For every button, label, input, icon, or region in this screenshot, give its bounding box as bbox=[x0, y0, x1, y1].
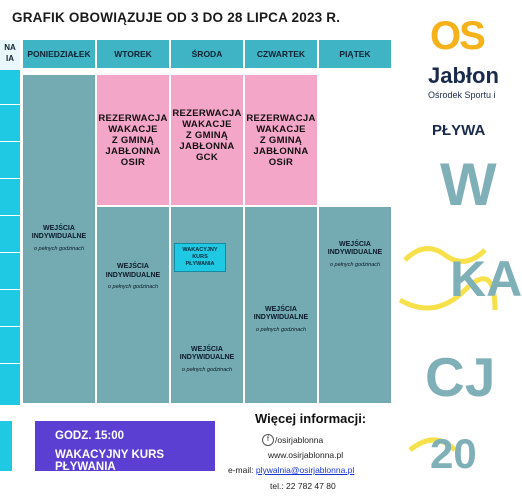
individual-label: WEJŚCIA INDYWIDUALNE bbox=[31, 224, 87, 241]
pool-heading: PŁYWA bbox=[432, 122, 486, 139]
header-cut-text: NA IA bbox=[4, 43, 16, 63]
left-divider bbox=[0, 363, 20, 364]
left-divider bbox=[0, 178, 20, 179]
email-link[interactable]: plywalnia@osirjablonna.pl bbox=[255, 465, 355, 475]
phone-text: tel.: 22 782 47 80 bbox=[270, 481, 336, 491]
info-title: Więcej informacji: bbox=[255, 411, 367, 426]
header-friday: PIĄTEK bbox=[319, 40, 391, 68]
thursday-reservation-block bbox=[245, 75, 317, 205]
individual-note: o pełnych godzinach bbox=[329, 261, 381, 268]
banner-time: GODZ. 15:00 bbox=[55, 430, 125, 442]
individual-label: WEJŚCIA INDYWIDUALNE bbox=[253, 305, 309, 322]
individual-note: o pełnych godzinach bbox=[181, 366, 233, 373]
individual-note: o pełnych godzinach bbox=[33, 245, 85, 252]
thursday-individual-block bbox=[245, 207, 317, 403]
banner-text: WAKACYJNY KURS PŁYWANIA bbox=[55, 449, 165, 473]
tuesday-individual-block bbox=[97, 207, 169, 403]
decor-letters: CJ bbox=[425, 346, 496, 408]
reservation-label: REZERWACJA WAKACJE Z GMINĄ JABŁONNA GCK bbox=[172, 107, 242, 163]
facebook-icon[interactable]: f bbox=[262, 434, 274, 446]
friday-individual-block bbox=[319, 207, 391, 403]
wednesday-reservation-block bbox=[171, 75, 243, 205]
individual-label: WEJŚCIA INDYWIDUALNE bbox=[105, 263, 161, 279]
decor-letter: W bbox=[440, 151, 497, 218]
individual-note: o pełnych godzinach bbox=[255, 326, 307, 333]
header-thursday: CZWARTEK bbox=[245, 40, 317, 68]
email-label: e-mail: bbox=[228, 465, 254, 475]
wednesday-individual-block bbox=[171, 207, 243, 403]
header-cut-label bbox=[0, 40, 20, 70]
tuesday-reservation-block bbox=[97, 75, 169, 205]
header-wednesday: ŚRODA bbox=[171, 40, 243, 68]
left-divider bbox=[0, 215, 20, 216]
summer-course-label: WAKACYJNY KURS PŁYWANIA bbox=[174, 243, 226, 272]
monday-individual-block bbox=[23, 75, 95, 403]
header-tuesday: WTOREK bbox=[97, 40, 169, 68]
left-divider bbox=[0, 252, 20, 253]
left-divider bbox=[0, 104, 20, 105]
logo-name: Jabłon bbox=[428, 63, 499, 88]
reservation-label: REZERWACJA WAKACJE Z GMINĄ JABŁONNA OSiR bbox=[246, 112, 316, 168]
osir-logo: OS bbox=[430, 14, 484, 58]
left-divider bbox=[0, 289, 20, 290]
logo-subtitle: Ośrodek Sportu i bbox=[428, 90, 496, 100]
left-column-fragment bbox=[0, 70, 20, 405]
facebook-link[interactable]: /osirjablonna bbox=[275, 435, 324, 445]
banner-accent bbox=[0, 421, 12, 471]
individual-note: o pełnych godzinach bbox=[107, 284, 159, 291]
decor-letters: KA bbox=[450, 251, 522, 307]
decor-year: 20 bbox=[430, 430, 477, 477]
individual-label: WEJŚCIA INDYWIDUALNE bbox=[327, 240, 383, 257]
individual-label: WEJŚCIA INDYWIDUALNE bbox=[179, 345, 235, 362]
course-banner bbox=[35, 421, 215, 471]
left-divider bbox=[0, 141, 20, 142]
website-link[interactable]: www.osirjablonna.pl bbox=[268, 450, 344, 460]
header-monday: PONIEDZIAŁEK bbox=[23, 40, 95, 68]
left-divider bbox=[0, 326, 20, 327]
schedule-title: GRAFIK OBOWIĄZUJE OD 3 DO 28 LIPCA 2023 R. bbox=[12, 10, 341, 25]
reservation-label: REZERWACJA WAKACJE Z GMINĄ JABŁONNA OSIR bbox=[98, 112, 168, 168]
